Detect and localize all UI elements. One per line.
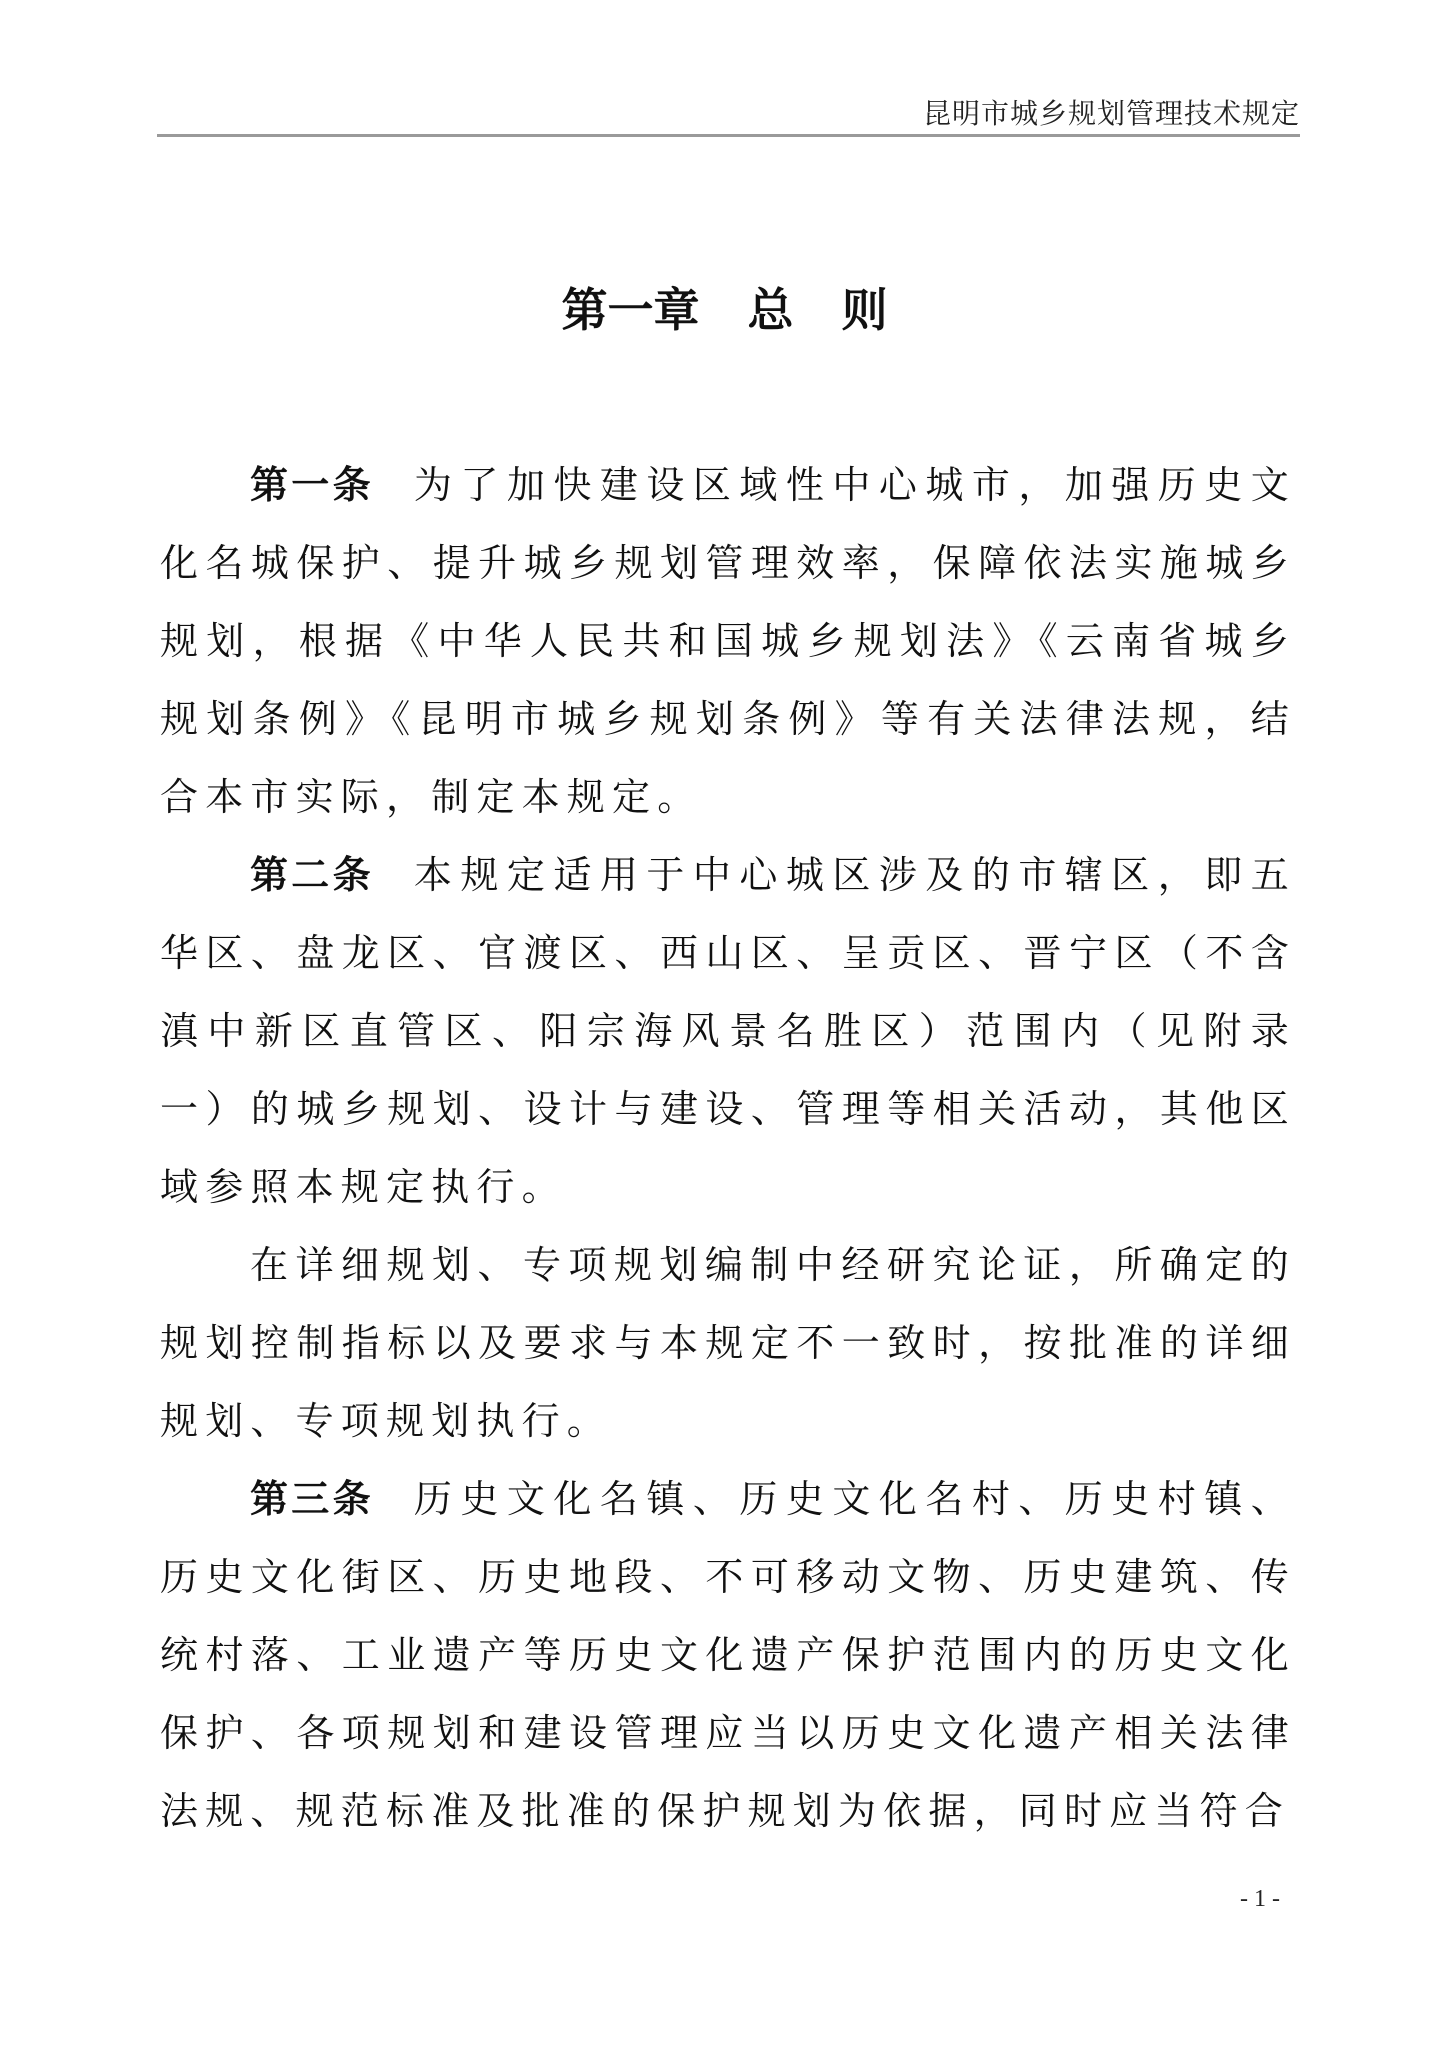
running-header-title: 昆明市城乡规划管理技术规定: [922, 97, 1300, 130]
article-text: 历史文化名镇、历史文化名村、历史村镇、历史文化街区、历史地段、不可移动文物、历史建筑、传统村落、工业遗产等历史文化遗产保护范围内的历史文化保护、各项规划和建设管理应当以历史文化遗产相关法律法规、规范标准及批准的保护规划为依据，同时应当符合: [160, 1477, 1296, 1833]
article-label: 第一条: [250, 463, 374, 507]
article-2-paragraph-2: [160, 1226, 1296, 1460]
paragraph-text: 在详细规划、专项规划编制中经研究论证，所确定的规划控制指标以及要求与本规定不一致时，按批准的详细规划、专项规划执行。: [160, 1243, 1296, 1443]
article-label: 第二条: [250, 853, 374, 897]
article-1: [160, 446, 1296, 836]
document-body: [160, 446, 1296, 1850]
article-3: [160, 1460, 1296, 1850]
page-number: - 1 -: [1240, 1886, 1280, 1912]
chapter-title: 第一章 总 则: [561, 283, 888, 337]
article-2: [160, 836, 1296, 1226]
article-text: 为了加快建设区域性中心城市，加强历史文化名城保护、提升城乡规划管理效率，保障依法实施城乡规划，根据《中华人民共和国城乡规划法》《云南省城乡规划条例》《昆明市城乡规划条例》等有关法律法规，结合本市实际，制定本规定。: [160, 463, 1296, 819]
header-divider: [157, 134, 1300, 137]
article-label: 第三条: [250, 1477, 374, 1521]
article-text: 本规定适用于中心城区涉及的市辖区，即五华区、盘龙区、官渡区、西山区、呈贡区、晋宁区（不含滇中新区直管区、阳宗海风景名胜区）范围内（见附录一）的城乡规划、设计与建设、管理等相关活动，其他区域参照本规定执行。: [160, 853, 1296, 1209]
